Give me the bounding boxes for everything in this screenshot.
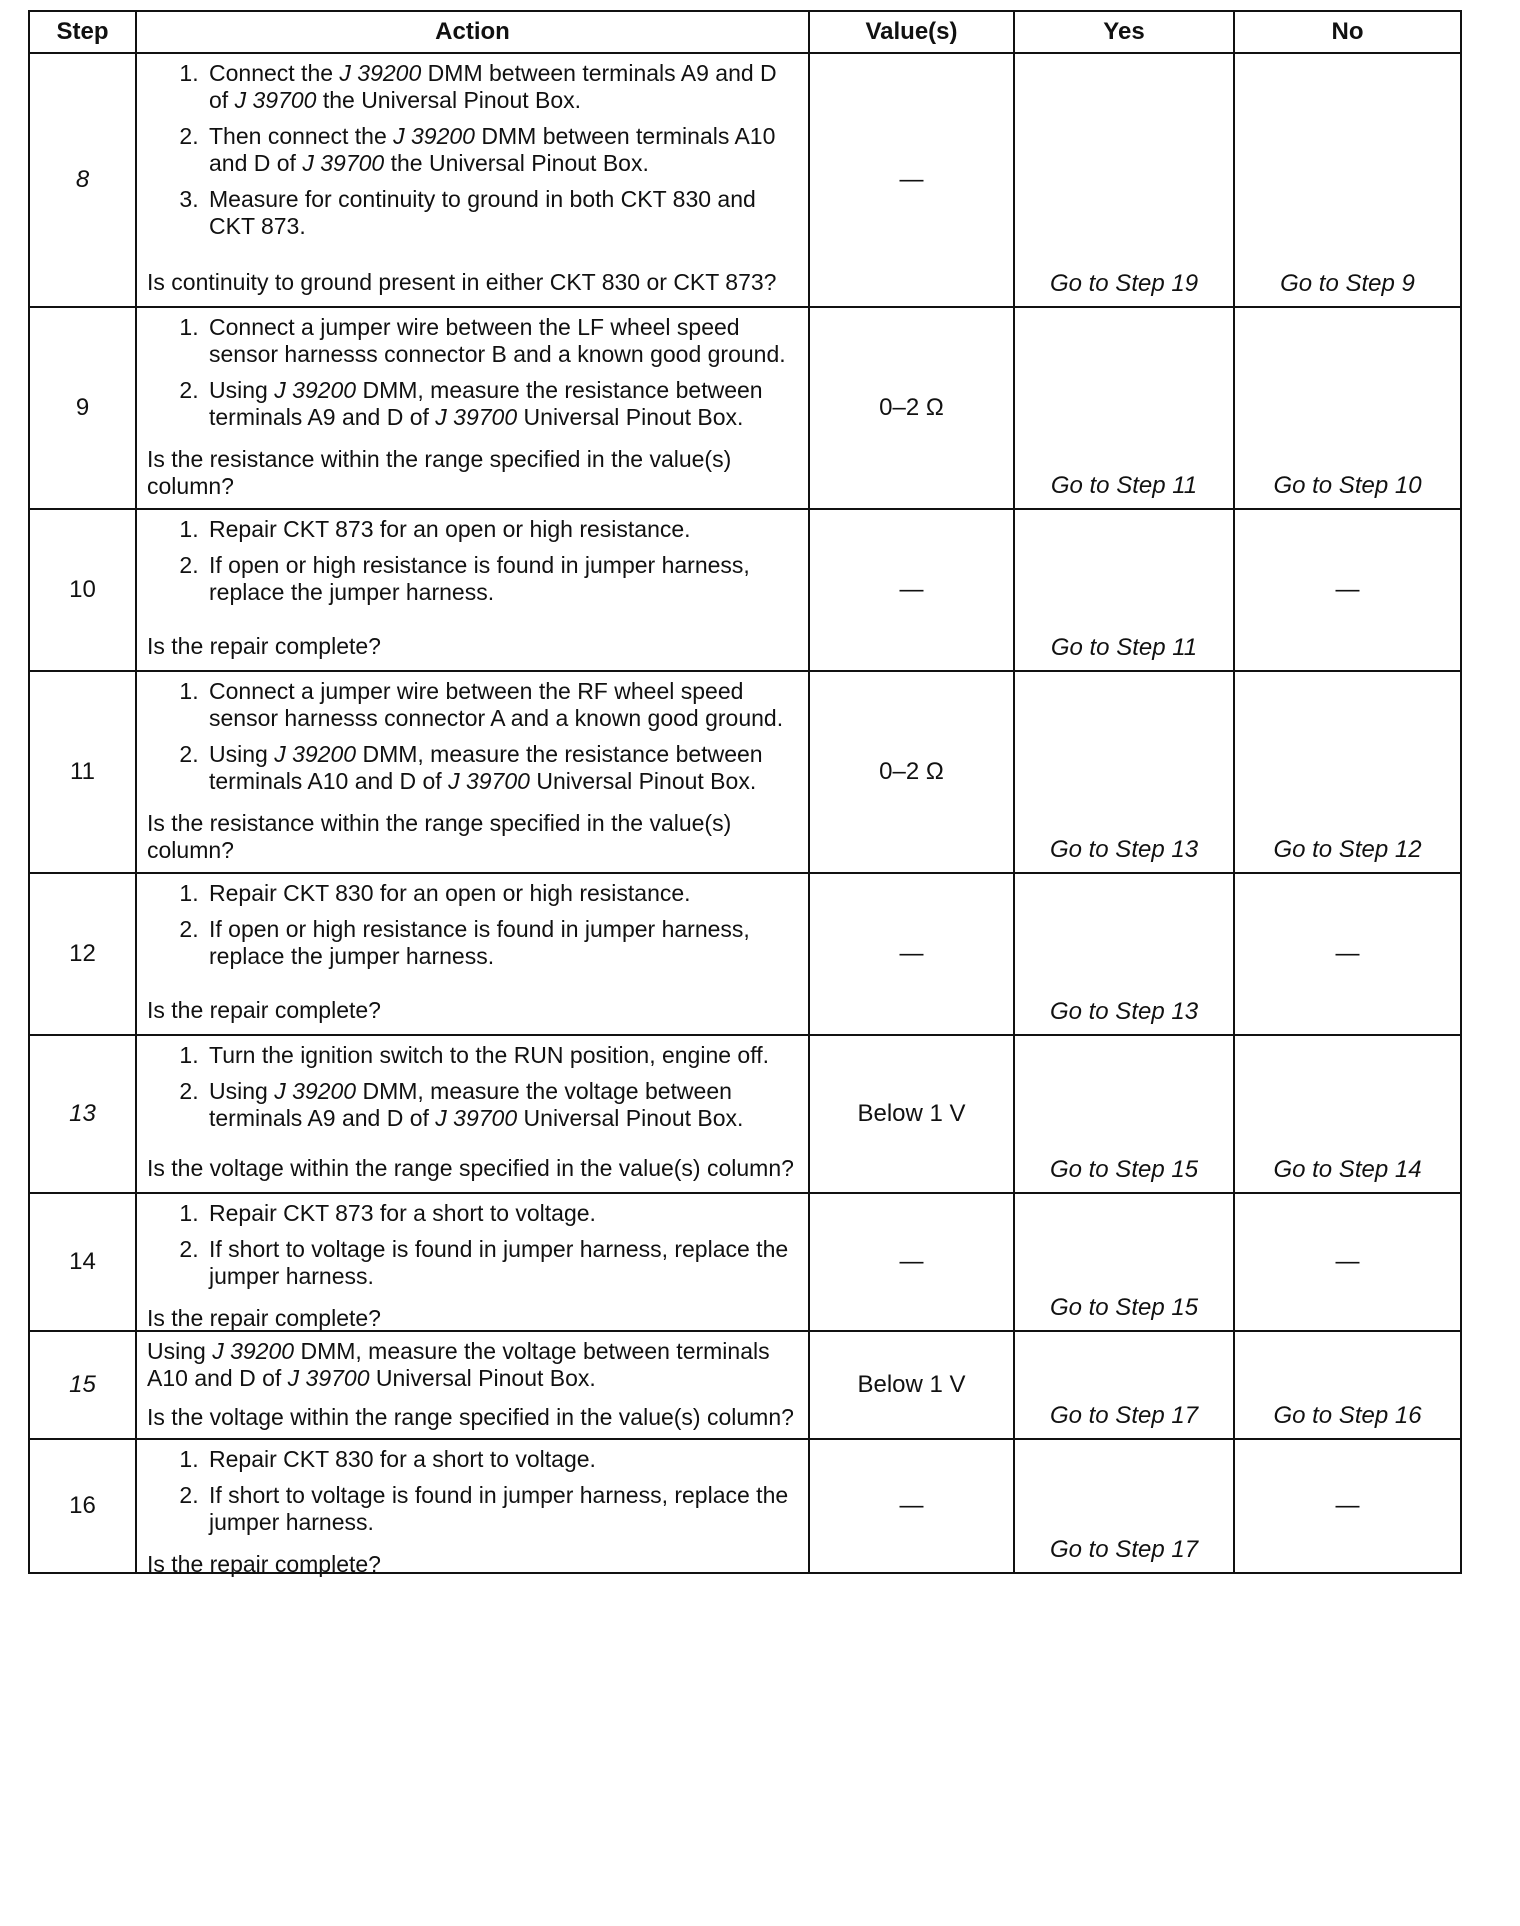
action-text: Universal Pinout Box. bbox=[369, 1365, 596, 1391]
table-row bbox=[29, 1035, 1461, 1193]
action-text: DMM, measure the resistance between terminals A9 and D of bbox=[209, 377, 763, 430]
action-cell bbox=[136, 873, 809, 1035]
tool-reference: J 39700 bbox=[287, 1365, 370, 1391]
action-text: DMM, measure the voltage between terminals A9 and D of bbox=[209, 1078, 732, 1131]
header-values: Value(s) bbox=[809, 11, 1014, 53]
header-row bbox=[29, 11, 1461, 53]
action-step bbox=[205, 552, 798, 606]
yes-cell: Go to Step 15 bbox=[1014, 1035, 1234, 1193]
yes-cell: Go to Step 19 bbox=[1014, 53, 1234, 307]
step-number: 14 bbox=[29, 1193, 136, 1331]
action-step bbox=[205, 1236, 798, 1290]
action-text: If open or high resistance is found in jumper harness, replace the jumper harness. bbox=[209, 916, 750, 969]
action-step bbox=[205, 516, 798, 543]
action-cell bbox=[136, 1035, 809, 1193]
action-question: Is the repair complete? bbox=[147, 1551, 381, 1577]
action-cell bbox=[136, 1193, 809, 1331]
step-number: 11 bbox=[29, 671, 136, 873]
action-steps-list bbox=[147, 1042, 798, 1132]
action-step bbox=[205, 678, 798, 732]
tool-reference: J 39700 bbox=[435, 404, 518, 430]
action-step bbox=[205, 1078, 798, 1132]
action-cell bbox=[136, 1331, 809, 1439]
table-row bbox=[29, 307, 1461, 509]
table-body bbox=[29, 53, 1461, 1577]
action-question: Is the voltage within the range specified in the value(s) column? bbox=[147, 1404, 794, 1430]
no-cell: Go to Step 14 bbox=[1234, 1035, 1461, 1193]
action-text: Measure for continuity to ground in both CKT 830 and CKT 873. bbox=[209, 186, 756, 239]
action-text: Universal Pinout Box. bbox=[529, 768, 757, 794]
action-text: Using bbox=[209, 377, 275, 403]
value-cell: — bbox=[809, 53, 1014, 307]
yes-cell: Go to Step 11 bbox=[1014, 307, 1234, 509]
no-cell: Go to Step 9 bbox=[1234, 53, 1461, 307]
action-question: Is continuity to ground present in either CKT 830 or CKT 873? bbox=[147, 269, 777, 295]
action-steps-list bbox=[147, 1200, 798, 1290]
action-question: Is the resistance within the range specified in the value(s) column? bbox=[147, 446, 732, 499]
step-number: 16 bbox=[29, 1439, 136, 1573]
tool-reference: J 39700 bbox=[234, 87, 317, 113]
header-action: Action bbox=[136, 11, 809, 53]
action-steps-list bbox=[147, 314, 798, 431]
action-text: DMM, measure the voltage between terminals A10 and D of bbox=[147, 1338, 770, 1391]
action-cell bbox=[136, 509, 809, 671]
value-cell: 0–2 Ω bbox=[809, 307, 1014, 509]
table-row bbox=[29, 53, 1461, 307]
tool-reference: J 39200 bbox=[393, 123, 475, 149]
header-no: No bbox=[1234, 11, 1461, 53]
value-cell: — bbox=[809, 1439, 1014, 1573]
value-cell: Below 1 V bbox=[809, 1035, 1014, 1193]
action-text: Repair CKT 830 for a short to voltage. bbox=[209, 1446, 596, 1472]
action-text: Connect the bbox=[209, 60, 340, 86]
no-cell: Go to Step 16 bbox=[1234, 1331, 1461, 1439]
action-instruction bbox=[147, 1338, 798, 1392]
action-step bbox=[205, 916, 798, 970]
tool-reference: J 39200 bbox=[274, 1078, 357, 1104]
action-step bbox=[205, 60, 798, 114]
no-cell: — bbox=[1234, 873, 1461, 1035]
no-cell: Go to Step 12 bbox=[1234, 671, 1461, 873]
action-steps-list bbox=[147, 60, 798, 240]
header-step: Step bbox=[29, 11, 136, 53]
action-question: Is the repair complete? bbox=[147, 1305, 381, 1331]
value-cell: — bbox=[809, 873, 1014, 1035]
action-text: If short to voltage is found in jumper harness, replace the jumper harness. bbox=[209, 1482, 789, 1535]
action-text: Turn the ignition switch to the RUN position, engine off. bbox=[209, 1042, 769, 1068]
action-cell bbox=[136, 53, 809, 307]
tool-reference: J 39700 bbox=[302, 150, 385, 176]
action-text: Using bbox=[209, 741, 275, 767]
action-step bbox=[205, 314, 798, 368]
action-text: DMM between terminals A9 and D of bbox=[209, 60, 777, 113]
action-cell bbox=[136, 1439, 809, 1577]
yes-cell: Go to Step 11 bbox=[1014, 509, 1234, 671]
value-cell: 0–2 Ω bbox=[809, 671, 1014, 873]
table-row bbox=[29, 873, 1461, 1035]
action-text: Then connect the bbox=[209, 123, 394, 149]
yes-cell: Go to Step 13 bbox=[1014, 671, 1234, 873]
action-text: DMM between terminals A10 and D of bbox=[209, 123, 776, 176]
step-number: 9 bbox=[29, 307, 136, 509]
action-text: Repair CKT 830 for an open or high resistance. bbox=[209, 880, 691, 906]
action-text: Connect a jumper wire between the RF wheel speed sensor harnesss connector A and a known good ground. bbox=[209, 678, 784, 731]
action-steps-list bbox=[147, 880, 798, 970]
action-steps-list bbox=[147, 1446, 798, 1536]
tool-reference: J 39200 bbox=[274, 741, 357, 767]
no-cell: — bbox=[1234, 509, 1461, 671]
action-text: DMM, measure the resistance between terminals A10 and D of bbox=[209, 741, 763, 794]
table-row bbox=[29, 1193, 1461, 1331]
action-steps-list bbox=[147, 516, 798, 606]
yes-cell: Go to Step 17 bbox=[1014, 1331, 1234, 1439]
action-steps-list bbox=[147, 678, 798, 795]
step-number: 8 bbox=[29, 53, 136, 307]
action-question: Is the repair complete? bbox=[147, 633, 381, 659]
action-step bbox=[205, 1200, 798, 1227]
action-step bbox=[205, 741, 798, 795]
action-text: the Universal Pinout Box. bbox=[384, 150, 649, 176]
action-text: Using bbox=[209, 1078, 275, 1104]
yes-cell: Go to Step 13 bbox=[1014, 873, 1234, 1035]
action-text: the Universal Pinout Box. bbox=[316, 87, 582, 113]
step-number: 12 bbox=[29, 873, 136, 1035]
action-text: Using bbox=[147, 1338, 213, 1364]
action-question: Is the voltage within the range specified in the value(s) column? bbox=[147, 1155, 794, 1181]
action-step bbox=[205, 1042, 798, 1069]
no-cell: — bbox=[1234, 1439, 1461, 1573]
tool-reference: J 39200 bbox=[212, 1338, 295, 1364]
table-row bbox=[29, 671, 1461, 873]
action-cell bbox=[136, 307, 809, 509]
step-number: 10 bbox=[29, 509, 136, 671]
table-row bbox=[29, 509, 1461, 671]
header-yes: Yes bbox=[1014, 11, 1234, 53]
table-row bbox=[29, 1439, 1461, 1573]
action-text: Universal Pinout Box. bbox=[517, 1105, 744, 1131]
action-text: If short to voltage is found in jumper harness, replace the jumper harness. bbox=[209, 1236, 789, 1289]
tool-reference: J 39200 bbox=[274, 377, 357, 403]
action-text: Connect a jumper wire between the LF wheel speed sensor harnesss connector B and a known good ground. bbox=[209, 314, 786, 367]
action-text: Repair CKT 873 for an open or high resistance. bbox=[209, 516, 691, 542]
action-step bbox=[205, 186, 798, 240]
yes-cell: Go to Step 15 bbox=[1014, 1193, 1234, 1331]
tool-reference: J 39700 bbox=[448, 768, 530, 794]
action-question: Is the repair complete? bbox=[147, 997, 381, 1023]
tool-reference: J 39700 bbox=[435, 1105, 518, 1131]
action-step bbox=[205, 123, 798, 177]
yes-cell: Go to Step 17 bbox=[1014, 1439, 1234, 1573]
value-cell: Below 1 V bbox=[809, 1331, 1014, 1439]
value-cell: — bbox=[809, 1193, 1014, 1331]
action-text: Universal Pinout Box. bbox=[517, 404, 744, 430]
action-step bbox=[205, 1482, 798, 1536]
action-text: If open or high resistance is found in jumper harness, replace the jumper harness. bbox=[209, 552, 750, 605]
diagnostic-table bbox=[28, 10, 1462, 1577]
action-step bbox=[205, 880, 798, 907]
table-row bbox=[29, 1331, 1461, 1439]
tool-reference: J 39200 bbox=[339, 60, 422, 86]
action-cell bbox=[136, 671, 809, 873]
action-step bbox=[205, 377, 798, 431]
no-cell: — bbox=[1234, 1193, 1461, 1331]
action-question: Is the resistance within the range specified in the value(s) column? bbox=[147, 810, 732, 863]
action-text: Repair CKT 873 for a short to voltage. bbox=[209, 1200, 596, 1226]
value-cell: — bbox=[809, 509, 1014, 671]
step-number: 15 bbox=[29, 1331, 136, 1439]
action-step bbox=[205, 1446, 798, 1473]
no-cell: Go to Step 10 bbox=[1234, 307, 1461, 509]
step-number: 13 bbox=[29, 1035, 136, 1193]
